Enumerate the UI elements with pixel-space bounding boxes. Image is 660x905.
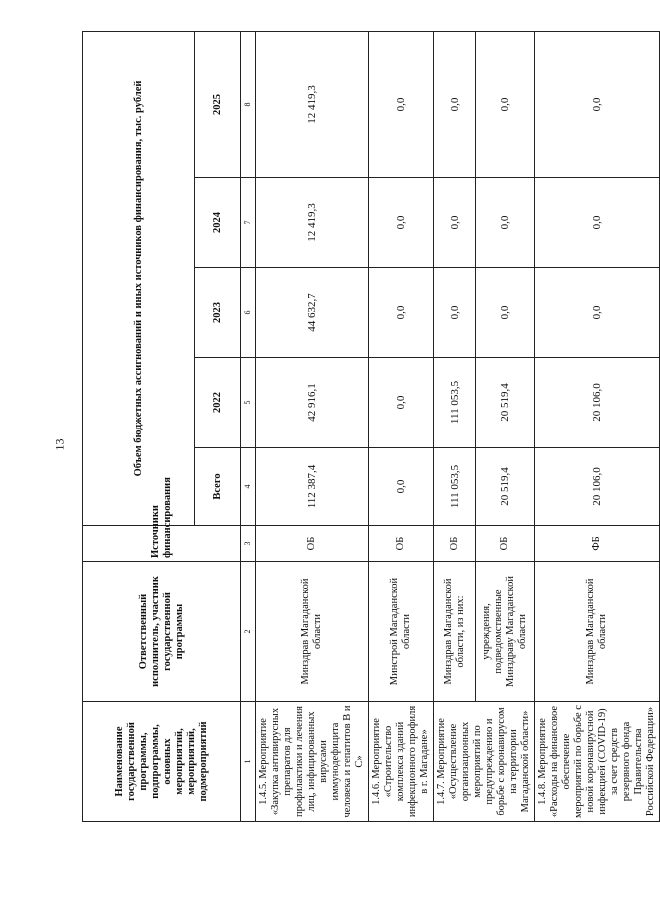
header-name: Наименование государственной программы, подпрограммы, основных мероприятий, мероприятий, подмероприятий xyxy=(83,702,241,822)
index-cell: 2 xyxy=(241,562,256,702)
row-2025: 0,0 xyxy=(369,31,434,177)
subrow-2022: 20 519,4 xyxy=(476,358,535,448)
table-row xyxy=(256,31,369,821)
row-responsible: Минстрой Магаданской области xyxy=(369,562,434,702)
table-row xyxy=(535,31,660,821)
header-volume: Объем бюджетных ассигнований и иных источников финансирования, тыс. рублей xyxy=(83,31,195,525)
row-total: 0,0 xyxy=(369,448,434,526)
index-cell: 7 xyxy=(241,178,256,268)
subrow-responsible: учреждения, подведомственные Минздраву Магаданской области xyxy=(476,562,535,702)
row-source: ФБ xyxy=(535,526,660,562)
subrow-source: ОБ xyxy=(476,526,535,562)
row-total: 111 053,5 xyxy=(434,448,476,526)
row-2024: 12 419,3 xyxy=(256,178,369,268)
header-year-2025: 2025 xyxy=(195,31,241,177)
index-cell: 4 xyxy=(241,448,256,526)
subrow-2025: 0,0 xyxy=(476,31,535,177)
row-name: 1.4.6. Мероприятие «Строительство комплекса зданий инфекционного профиля в г. Магадане» xyxy=(369,702,434,822)
budget-table-container xyxy=(82,32,656,822)
table-row xyxy=(369,31,434,821)
subrow-2023: 0,0 xyxy=(476,268,535,358)
row-2022: 42 916,1 xyxy=(256,358,369,448)
subrow-total: 20 519,4 xyxy=(476,448,535,526)
row-total: 20 106,0 xyxy=(535,448,660,526)
row-2023: 44 632,7 xyxy=(256,268,369,358)
row-2023: 0,0 xyxy=(369,268,434,358)
row-2024: 0,0 xyxy=(369,178,434,268)
row-source: ОБ xyxy=(434,526,476,562)
header-year-2023: 2023 xyxy=(195,268,241,358)
row-2023: 0,0 xyxy=(535,268,660,358)
index-cell: 3 xyxy=(241,526,256,562)
header-source: Источники финансирования xyxy=(83,526,241,562)
row-responsible: Минздрав Магаданской области xyxy=(535,562,660,702)
row-2022: 0,0 xyxy=(369,358,434,448)
row-responsible: Минздрав Магаданской области xyxy=(256,562,369,702)
row-2024: 0,0 xyxy=(535,178,660,268)
page-number: 13 xyxy=(52,438,67,451)
index-row xyxy=(241,31,256,821)
row-source: ОБ xyxy=(256,526,369,562)
index-cell: 1 xyxy=(241,702,256,822)
row-total: 112 387,4 xyxy=(256,448,369,526)
header-year-2024: 2024 xyxy=(195,178,241,268)
header-total: Всего xyxy=(195,448,241,526)
header-row-1 xyxy=(83,31,195,821)
table-row xyxy=(434,31,476,821)
row-2025: 0,0 xyxy=(434,31,476,177)
row-name: 1.4.8. Мероприятие «Расходы на финансовое обеспечение мероприятий по борьбе с новой коронавирусной инфекцией (COVID-19) за счет средств резервного фонда Правительства Российской Федерации» xyxy=(535,702,660,822)
budget-table xyxy=(82,31,660,822)
row-responsible: Минздрав Магаданской области, из них: xyxy=(434,562,476,702)
row-2025: 12 419,3 xyxy=(256,31,369,177)
row-2024: 0,0 xyxy=(434,178,476,268)
row-name: 1.4.7. Мероприятие «Осуществление организационных мероприятий по предупреждению и борьбе с коронавирусом на территории Магаданской области» xyxy=(434,702,535,822)
row-2022: 20 106,0 xyxy=(535,358,660,448)
row-2025: 0,0 xyxy=(535,31,660,177)
header-year-2022: 2022 xyxy=(195,358,241,448)
index-cell: 6 xyxy=(241,268,256,358)
row-name: 1.4.5. Мероприятие «Закупка антивирусных препаратов для профилактики и лечения лиц, инфицированных вирусами иммунодефицита человека и гепатитов В и С» xyxy=(256,702,369,822)
row-2023: 0,0 xyxy=(434,268,476,358)
header-responsible: Ответственный исполнитель, участник государственной программы xyxy=(83,562,241,702)
row-source: ОБ xyxy=(369,526,434,562)
subrow-2024: 0,0 xyxy=(476,178,535,268)
index-cell: 8 xyxy=(241,31,256,177)
index-cell: 5 xyxy=(241,358,256,448)
row-2022: 111 053,5 xyxy=(434,358,476,448)
